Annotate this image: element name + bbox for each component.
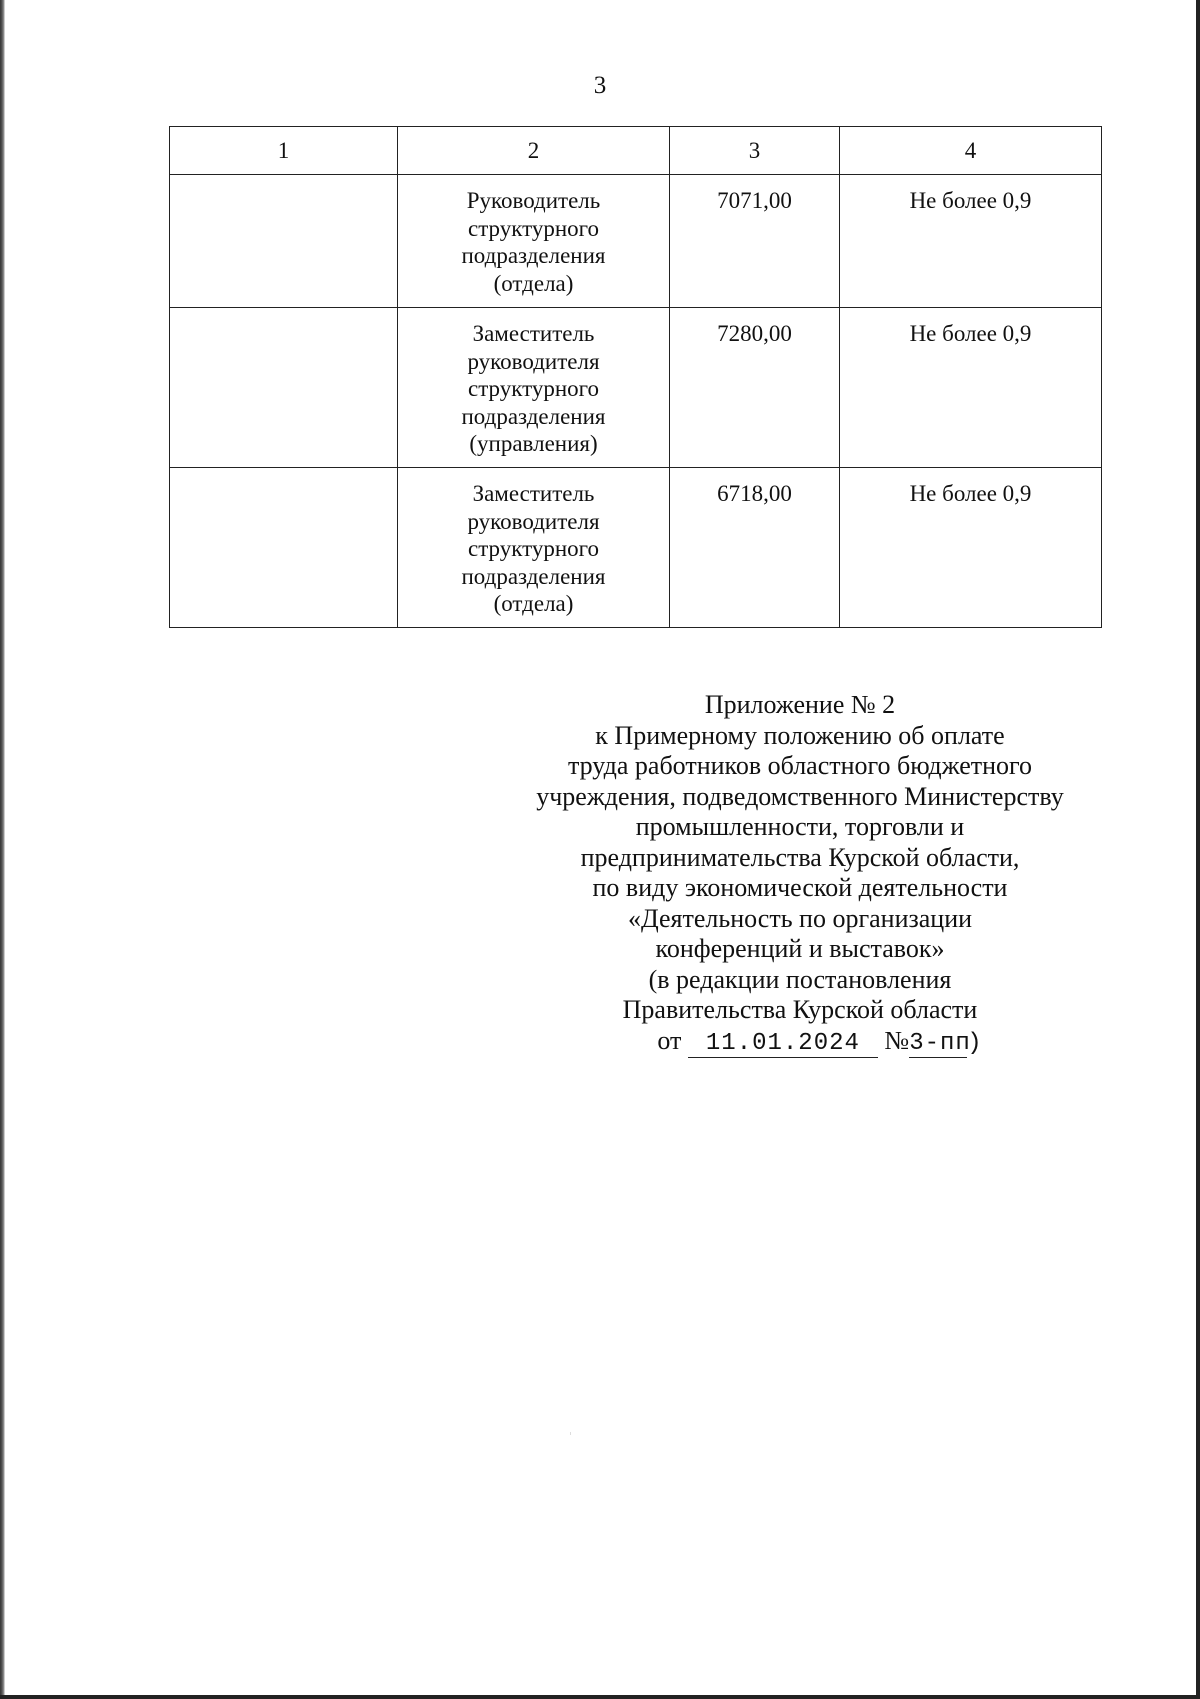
salary-cell bbox=[670, 468, 840, 628]
position-line: структурного bbox=[467, 536, 600, 561]
appendix-line: к Примерному положению об оплате bbox=[595, 720, 1005, 750]
appendix-line: учреждения, подведомственного Министерству bbox=[536, 781, 1064, 811]
coefficient-cell bbox=[840, 468, 1102, 628]
column-header: 1 bbox=[170, 127, 398, 175]
appendix-line: «Деятельность по организации bbox=[627, 903, 973, 933]
scan-bottom-edge bbox=[0, 1695, 1200, 1699]
position-line: Заместитель bbox=[472, 321, 595, 346]
salary-value: 7280,00 bbox=[717, 321, 792, 346]
salary-value: 6718,00 bbox=[717, 481, 792, 506]
category-cell bbox=[170, 175, 398, 308]
appendix-line: (в редакции постановления bbox=[648, 964, 952, 994]
date-prefix: от bbox=[657, 1025, 682, 1055]
position-line: (управления) bbox=[469, 431, 598, 456]
appendix-line: труда работников областного бюджетного bbox=[567, 751, 1033, 780]
table-header-row bbox=[170, 127, 1102, 175]
column-header: 3 bbox=[670, 127, 840, 175]
position-line: подразделения bbox=[461, 243, 606, 268]
number-sign: № bbox=[884, 1025, 910, 1055]
scan-left-edge bbox=[0, 0, 5, 1699]
position-line: структурного bbox=[467, 215, 600, 241]
coefficient-value: Не более 0,9 bbox=[909, 321, 1032, 346]
position-line: руководителя bbox=[467, 348, 600, 374]
number-field bbox=[909, 1028, 971, 1058]
scan-speck bbox=[570, 1432, 571, 1435]
category-cell bbox=[170, 308, 398, 468]
position-line: Руководитель bbox=[466, 188, 601, 213]
column-header: 2 bbox=[398, 127, 670, 175]
category-cell bbox=[170, 468, 398, 628]
position-line: (отдела) bbox=[493, 591, 574, 616]
appendix-line: промышленности, торговли и bbox=[635, 812, 965, 841]
appendix-line: конференций и выставок» bbox=[655, 934, 945, 963]
page-number: 3 bbox=[593, 72, 607, 99]
column-header: 4 bbox=[840, 127, 1102, 175]
resolution-date-line bbox=[510, 1026, 1130, 1060]
date-field bbox=[688, 1028, 878, 1058]
position-cell bbox=[398, 175, 670, 308]
scan-right-edge bbox=[1196, 0, 1200, 1699]
position-line: структурного bbox=[467, 376, 600, 401]
table-row bbox=[170, 175, 1102, 308]
table-row bbox=[170, 308, 1102, 468]
salary-table bbox=[169, 126, 1102, 628]
appendix-heading bbox=[470, 690, 1130, 1059]
coefficient-cell bbox=[840, 175, 1102, 308]
resolution-number: 3-пп bbox=[909, 1029, 971, 1057]
position-line: руководителя bbox=[467, 508, 600, 534]
position-line: Заместитель bbox=[472, 481, 595, 506]
coefficient-value: Не более 0,9 bbox=[909, 481, 1032, 506]
salary-value: 7071,00 bbox=[717, 188, 792, 213]
position-line: (отдела) bbox=[493, 270, 574, 296]
coefficient-cell bbox=[840, 308, 1102, 468]
appendix-line: по виду экономической деятельности bbox=[592, 873, 1008, 902]
closing-paren: ) bbox=[967, 1029, 983, 1057]
position-cell bbox=[398, 468, 670, 628]
table-row bbox=[170, 468, 1102, 628]
coefficient-value: Не более 0,9 bbox=[909, 188, 1032, 213]
appendix-line: Правительства Курской области bbox=[622, 995, 978, 1024]
position-line: подразделения bbox=[461, 563, 606, 589]
resolution-date: 11.01.2024 bbox=[705, 1029, 860, 1057]
appendix-line: предпринимательства Курской области, bbox=[580, 842, 1020, 872]
appendix-title: Приложение № 2 bbox=[704, 690, 896, 719]
position-cell bbox=[398, 308, 670, 468]
salary-cell bbox=[670, 175, 840, 308]
position-line: подразделения bbox=[461, 403, 606, 429]
salary-cell bbox=[670, 308, 840, 468]
